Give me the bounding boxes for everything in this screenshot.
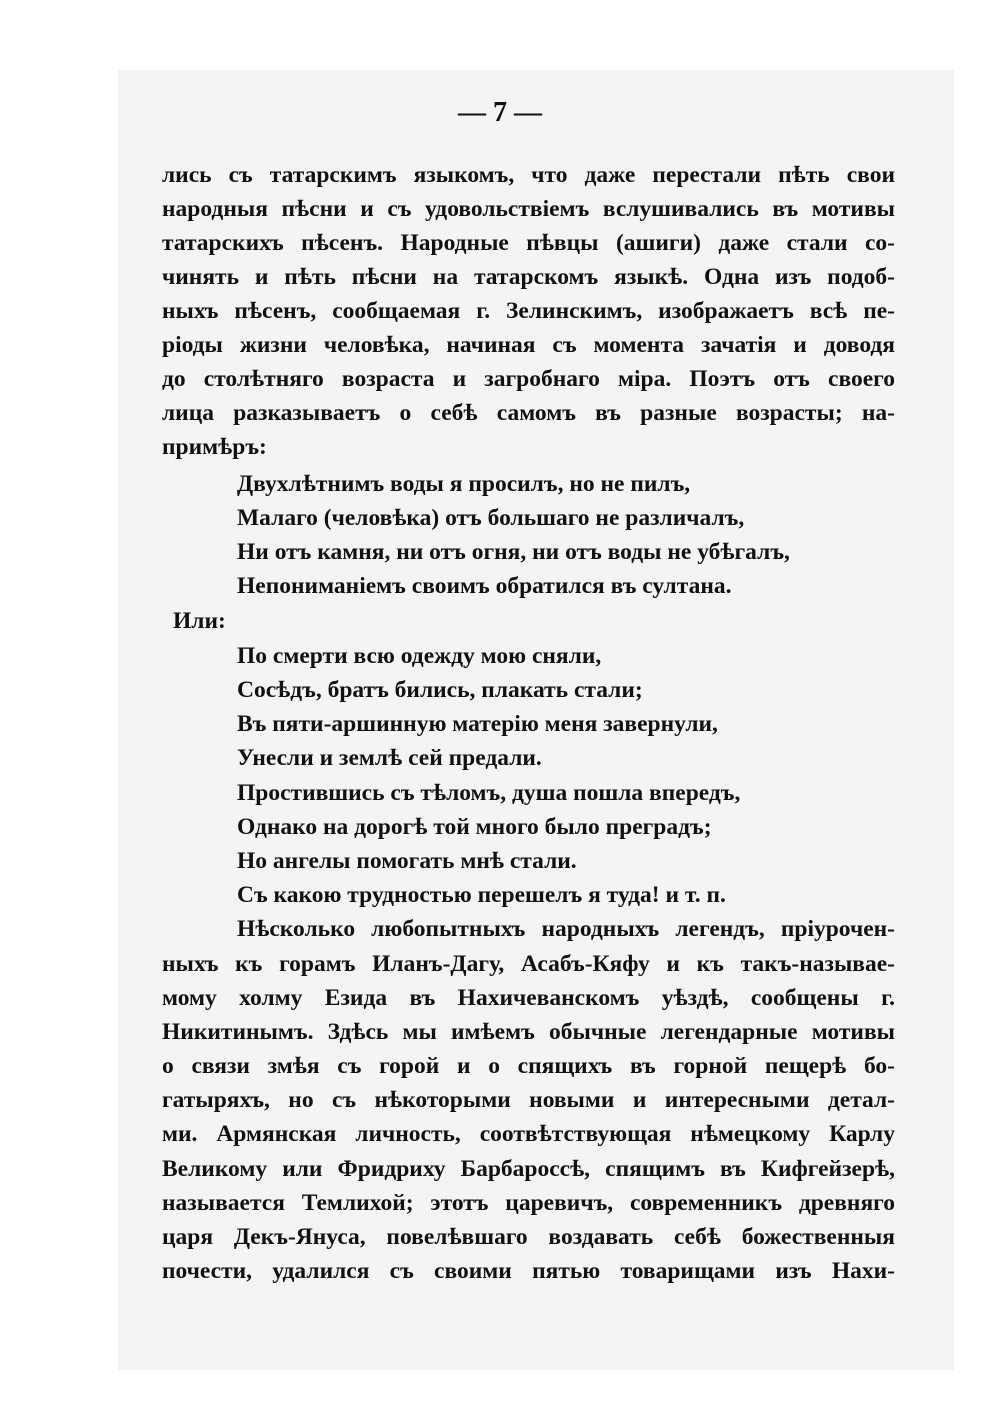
verse-line: Въ пяти-аршинную матерію меня завернули, [237, 711, 718, 737]
text-line: татарскихъ пѣсенъ. Народные пѣвцы (ашиги) даже стали со- [162, 230, 895, 256]
verse-line: Непониманіемъ своимъ обратился въ султана. [237, 573, 732, 599]
text-line: народныя пѣсни и съ удовольствіемъ вслушивались въ мотивы [162, 196, 895, 222]
text-line: ріоды жизни человѣка, начиная съ момента зачатія и доводя [162, 332, 895, 358]
text-line: чинять и пѣть пѣсни на татарскомъ языкѣ. Одна изъ подоб- [162, 264, 895, 290]
verse-line: Ни отъ камня, ни отъ огня, ни отъ воды не убѣгалъ, [237, 539, 790, 565]
text-line: лица разказываетъ о себѣ самомъ въ разные возрасты; на- [162, 400, 895, 426]
verse-line: По смерти всю одежду мою сняли, [237, 643, 602, 669]
text-line: примѣръ: [162, 434, 267, 460]
text-line: до столѣтняго возраста и загробнаго міра. Поэтъ отъ своего [162, 366, 895, 392]
text-line: лись съ татарскимъ языкомъ, что даже перестали пѣть свои [162, 162, 895, 188]
verse-line: Простившись съ тѣломъ, душа пошла впередъ, [237, 780, 741, 806]
verse-line: Унесли и землѣ сей предали. [237, 745, 542, 771]
verse-line: Малаго (человѣка) отъ большаго не различалъ, [237, 505, 745, 531]
text-line: царя Декъ-Януса, повелѣвшаго воздавать себѣ божественныя [162, 1224, 895, 1250]
verse-line: Но ангелы помогать мнѣ стали. [237, 848, 577, 874]
text-line: почести, удалился съ своими пятью товарищами изъ Нахи- [162, 1258, 895, 1284]
text-line: ныхъ къ горамъ Иланъ-Дагу, Асабъ-Кяфу и къ такъ-называе- [162, 951, 895, 977]
verse-line: Сосѣдъ, братъ бились, плакать стали; [237, 677, 643, 703]
text-line: ныхъ пѣсенъ, сообщаемая г. Зелинскимъ, изображаетъ всѣ пе- [162, 298, 895, 324]
text-line: Великому или Фридриху Барбароссѣ, спящимъ въ Кифгейзерѣ, [162, 1156, 895, 1182]
text-line: ми. Армянская личность, соотвѣтствующая нѣмецкому Карлу [162, 1121, 895, 1147]
text-line: Никитинымъ. Здѣсь мы имѣемъ обычные легендарные мотивы [162, 1019, 895, 1045]
text-line: называется Темлихой; этотъ царевичъ, современникъ древняго [162, 1190, 895, 1216]
text-line: о связи змѣя съ горой и о спящихъ въ горной пещерѣ бо- [162, 1053, 895, 1079]
verse-line: Однако на дорогѣ той много было преградъ; [237, 814, 712, 840]
verse-line: Двухлѣтнимъ воды я просилъ, но не пилъ, [237, 471, 691, 497]
text-line: Нѣсколько любопытныхъ народныхъ легендъ, пріурочен- [237, 916, 895, 942]
or-label: Или: [173, 608, 226, 634]
page-number: — 7 — [458, 97, 542, 128]
text-line: мому холму Езида въ Нахичеванскомъ уѣздѣ, сообщены г. [162, 985, 895, 1011]
verse-line: Съ какою трудностью перешелъ я туда! и т. п. [237, 882, 726, 908]
text-line: гатыряхъ, но съ нѣкоторыми новыми и интересными детал- [162, 1087, 895, 1113]
